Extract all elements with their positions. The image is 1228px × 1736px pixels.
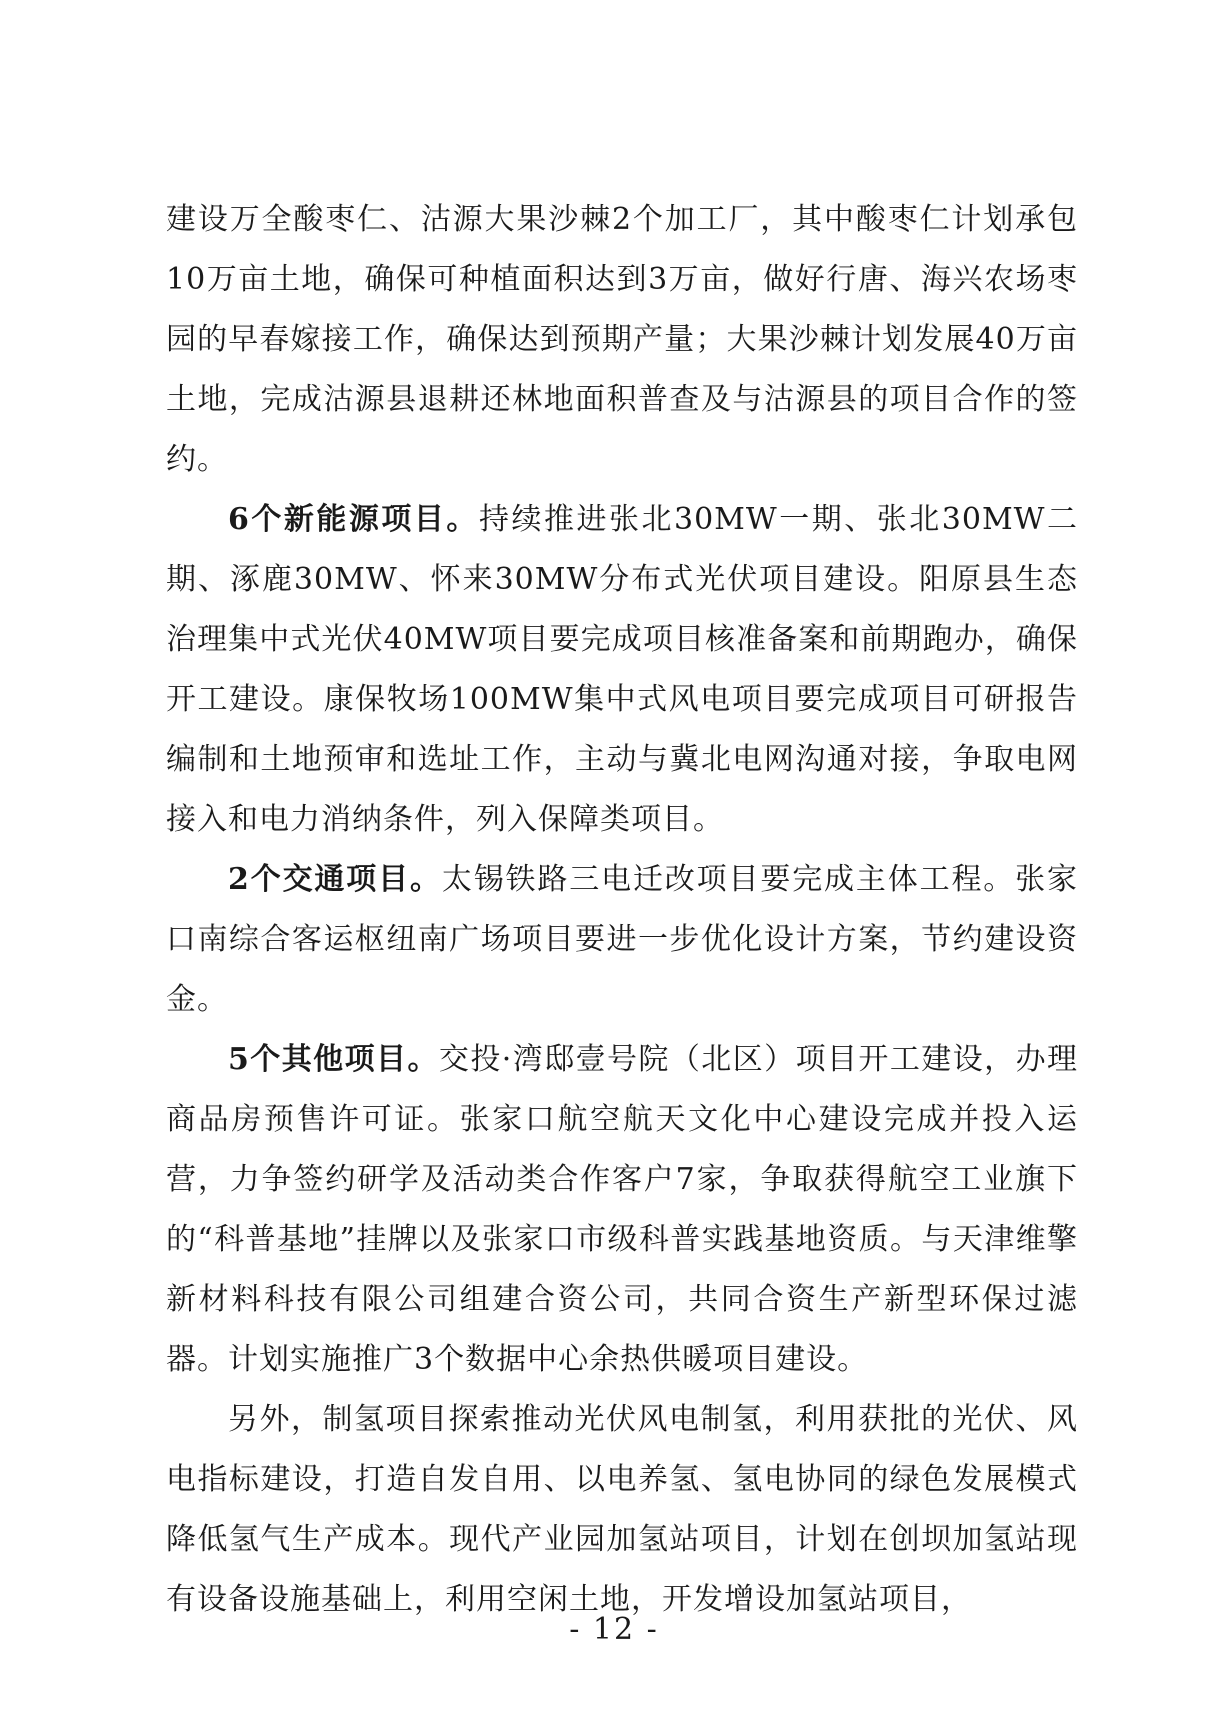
document-body (166, 190, 1078, 1630)
paragraph-text: 持续推进张北30MW一期、张北30MW二期、涿鹿30MW、怀来30MW分布式光伏项目建设。阳原县生态治理集中式光伏40MW项目要完成项目核准备案和前期跑办，确保开工建设。康保牧场100MW集中式风电项目要完成项目可研报告编制和土地预审和选址工作，主动与冀北电网沟通对接，争取电网接入和电力消纳条件，列入保障类项目。 (166, 502, 1079, 837)
paragraph-transport-projects (166, 850, 1078, 1030)
paragraph-hydrogen-projects (166, 1390, 1078, 1630)
paragraph-lead-heading: 2个交通项目。 (228, 862, 442, 897)
paragraph-new-energy-projects (166, 490, 1078, 850)
page-number: - 12 - (569, 1612, 659, 1647)
paragraph-text: 交投·湾邸壹号院（北区）项目开工建设，办理商品房预售许可证。张家口航空航天文化中心建设完成并投入运营，力争签约研学及活动类合作客户7家，争取获得航空工业旗下的“科普基地”挂牌以及张家口市级科普实践基地资质。与天津维擎新材料科技有限公司组建合资公司，共同合资生产新型环保过滤器。计划实施推广3个数据中心余热供暖项目建设。 (166, 1042, 1079, 1377)
paragraph-other-projects (166, 1030, 1078, 1390)
paragraph-continuation (166, 190, 1078, 490)
paragraph-text: 太锡铁路三电迁改项目要完成主体工程。张家口南综合客运枢纽南广场项目要进一步优化设计方案，节约建设资金。 (166, 862, 1079, 1017)
paragraph-text: 另外，制氢项目探索推动光伏风电制氢，利用获批的光伏、风电指标建设，打造自发自用、以电养氢、氢电协同的绿色发展模式降低氢气生产成本。现代产业园加氢站项目，计划在创坝加氢站现有设备设施基础上，利用空闲土地，开发增设加氢站项目， (166, 1402, 1078, 1617)
paragraph-lead-heading: 5个其他项目。 (228, 1042, 439, 1077)
paragraph-lead-heading: 6个新能源项目。 (228, 502, 479, 537)
paragraph-text: 建设万全酸枣仁、沽源大果沙棘2个加工厂，其中酸枣仁计划承包10万亩土地，确保可种植面积达到3万亩，做好行唐、海兴农场枣园的早春嫁接工作，确保达到预期产量；大果沙棘计划发展40万亩土地，完成沽源县退耕还林地面积普查及与沽源县的项目合作的签约。 (166, 202, 1078, 477)
